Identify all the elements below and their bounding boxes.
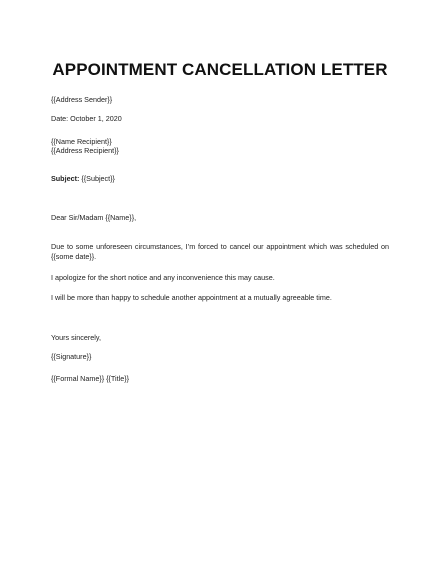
address-sender: {{Address Sender}} <box>51 95 113 104</box>
signature-placeholder: {{Signature}} <box>51 352 92 361</box>
letter-date: Date: October 1, 2020 <box>51 114 122 123</box>
subject-line <box>51 174 115 183</box>
formal-name-title: {{Formal Name}} {{Title}} <box>51 374 130 383</box>
name-recipient: {{Name Recipient}} <box>51 137 112 146</box>
body-paragraph-2: I apologize for the short notice and any inconvenience this may cause. <box>51 273 275 282</box>
body-paragraph-1: Due to some unforeseen circumstances, I’m forced to cancel our appointment which was scheduled on {{some date}}. <box>51 242 389 261</box>
letter-title: APPOINTMENT CANCELLATION LETTER <box>52 60 388 79</box>
closing: Yours sincerely, <box>51 333 101 342</box>
subject-label: Subject: <box>51 174 80 183</box>
body-paragraph-3: I will be more than happy to schedule another appointment at a mutually agreeable time. <box>51 293 332 302</box>
subject-value: {{Subject}} <box>79 174 115 183</box>
salutation: Dear Sir/Madam {{Name}}, <box>51 213 137 222</box>
address-recipient: {{Address Recipient}} <box>51 146 119 155</box>
